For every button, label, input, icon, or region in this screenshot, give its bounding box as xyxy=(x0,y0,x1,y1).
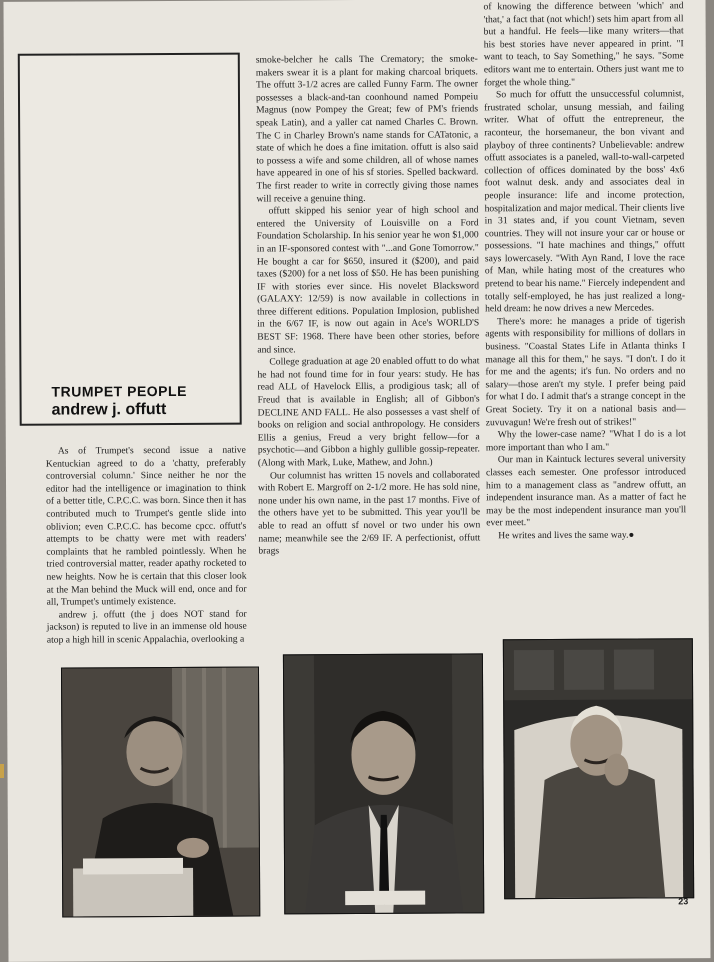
text-column-2 xyxy=(256,53,481,558)
paragraph: Our man in Kaintuck lectures several university classes each semester. One professor introduced him to a management class as "andrew offutt, an independent insurance man. As a matter of fact he may be the most independent insurance man you'll ever meet." xyxy=(485,453,687,529)
section-title: TRUMPET PEOPLE xyxy=(51,382,187,400)
paragraph: As of Trumpet's second issue a native Kentuckian agreed to do a 'chatty, preferably controversial column.' Since neither he nor the editor had the intelligence or imagination to think of a better title, C.P.C.C. was born. Since then it has contributed much to Trumpet's gentle slide into oblivion; even C.P.C.C. has become cpcc. offutt's attempts to be chatty were met with readers' complaints that he rambled pointlessly. When he tried controversial matter, reader apathy rocketed to new heights. Now he is certain that this closer look at the Man behind the Muck will end, once and for all, Trumpet's untimely existence. xyxy=(45,444,247,608)
paragraph: Our columnist has written 15 novels and collaborated with Robert E. Margroff on 2-1/2 more. He has sold nine, none under his own name, in the past 17 months. Five of the others have yet to be submitted. This year you'll be able to read an offutt sf novel or two under his own name; meanwhile see the 2/69 IF. A perfectionist, offutt brags xyxy=(258,468,481,557)
text-column-3 xyxy=(483,0,686,543)
paragraph: So much for offutt the unsuccessful columnist, frustrated scholar, unsung messiah, and failing writer. What of offutt the entrepreneur, the raconteur, the horsemaneur, the bon vivant and playboy of three continents? Unbelievable: andrew offutt associates is a paneled, wall-to-wall-carpeted collection of offices dominated by the boss' 4x6 foot walnut desk. andy and associates deal in people insurance: life and income protection, hospitalization and major medical. Their clients live in 31 states and, if you count Vietnam, seven countries. They will not insure your car or house or possessions. "I hate machines and things," offutt says lowercasely. "With Ayn Rand, I love the race of Man, while hating most of the creatures who pretend to bear his name." Fiercely independent and totally self-employed, he has just realized a long-held dream: he now drives a new Mercedes. xyxy=(484,88,686,315)
photo-typewriter xyxy=(61,667,260,918)
paragraph: Why the lower-case name? "What I do is a lot more important than who I am." xyxy=(485,428,686,454)
photo-seated xyxy=(503,638,694,899)
author-name: andrew j. offutt xyxy=(51,400,167,419)
magazine-page xyxy=(3,0,710,962)
title-box xyxy=(18,53,242,426)
paragraph: of knowing the difference between 'which' and 'that,' a fact that (not which!) sets him apart from all but a handful. He feels—like many writers—that his best stories have never appeared in print. "I want to teach, to Say Something," he says. "Some editors want me to entertain. Others just want me to forget the whole thing." xyxy=(483,0,684,88)
page-number: 23 xyxy=(678,896,689,907)
paragraph: smoke-belcher he calls The Crematory; the smoke-makers swear it is a plant for making charcoal briquets. The offutt 3-1/2 acres are called Funny Farm. The owner possesses a black-and-tan coonhound named Pompeiu Magnus (now Pompey the Great; few of PM's friends speak Latin), and a yaller cat named Charles C. Brown. The C in Charley Brown's name stands for CATatonic, a state of which he does a fine imitation. offutt is also said to possess a wife and some children, all of whose names have appeared in one of his sf stories. Spelled backward. The first reader to write in correctly giving those names will receive a genuine thing. xyxy=(255,53,479,205)
paragraph: offutt skipped his senior year of high school and entered the University of Louisville on a Ford Foundation Scholarship. In his senior year he won $1,000 in an IF-sponsored contest with "...and Gone Tomorrow." He bought a car for $650, insured it ($200), and paid taxes ($200) for a net loss of $50. He has been punishing IF with stories ever since. His novelet Blacksword (GALAXY: 12/59) is now available in collections in three different editions. Population Implosion, published in the 6/67 IF, is now out again in Ace's WORLD'S BEST SF: 1968. There have been other stories, before and since. xyxy=(256,204,480,356)
text-column-1 xyxy=(46,445,247,648)
paragraph: andrew j. offutt (the j does NOT stand for jackson) is reputed to live in an immense old house atop a high hill in scenic Appalachia, overlooking a xyxy=(46,608,247,646)
paragraph: He writes and lives the same way.● xyxy=(498,529,635,542)
paragraph: There's more: he manages a pride of tigerish agents with responsibility for millions of dollars in business. "Coastal States Life in Atlanta thinks I manage all this for them," he says. "I don't. I do it for me and the agents; it's fun. No orders and no salary—those aren't my style. I prefer being paid for what I do. I admit that's a strange concept in the Great Society. Try it on a national basis and—zuvuvagun! We're fresh out of strikes!" xyxy=(485,315,686,428)
photo-portrait-suit xyxy=(283,653,484,914)
binding-mark xyxy=(0,764,4,778)
paragraph: College graduation at age 20 enabled offutt to do what he had not found time for in four years: study. He has read ALL of Havelock Ellis, a prodigious task; all of Freud that is available in English; all of Gibbon's DECLINE AND FALL. He also possesses a vast shelf of books on religion and social anthropology. He considers Ellis a genius, Freud a very bright fellow—for a psychotic—and Gibbon a highly gullible gossip-repeater. (Along with Mark, Luke, Mathew, and John.) xyxy=(257,355,480,469)
